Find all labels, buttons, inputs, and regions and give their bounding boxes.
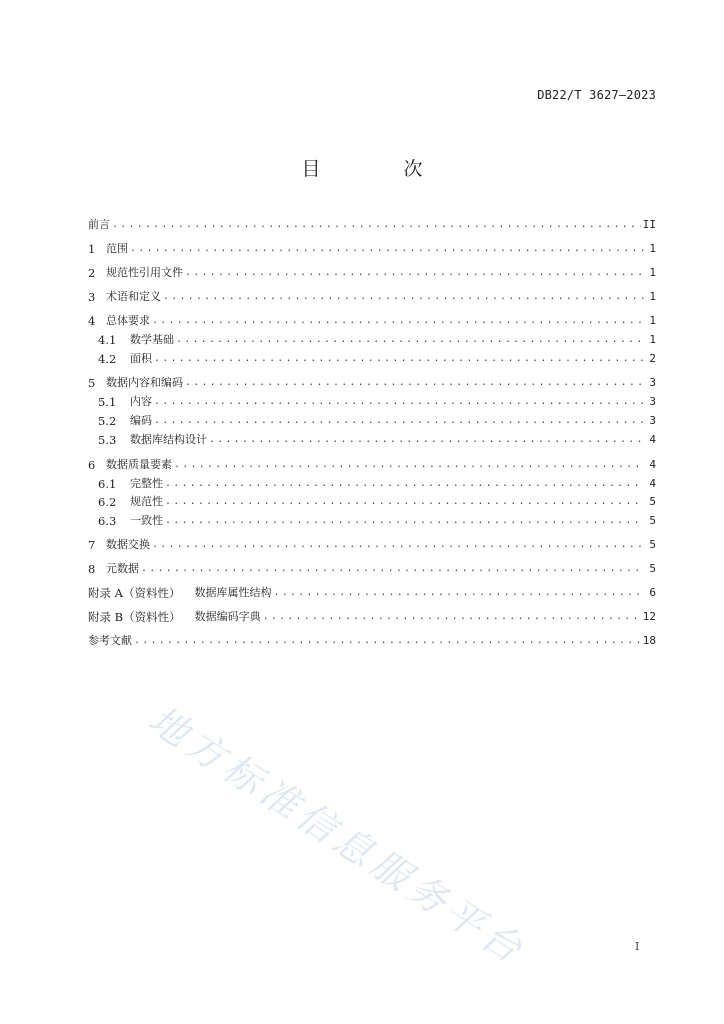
toc-entry-page: 1 [649, 314, 656, 327]
toc-subentry[interactable] [98, 393, 656, 411]
dot-leader [152, 312, 644, 330]
standard-code: DB22/T 3627—2023 [537, 88, 656, 102]
toc-entry-number: 8 [88, 562, 96, 576]
dot-leader [154, 412, 644, 430]
toc-entry-page: 4 [649, 477, 656, 490]
toc-entry-number: 4.1 [98, 333, 117, 347]
toc-entry-number: 2 [88, 266, 96, 280]
toc-subentry[interactable] [98, 475, 656, 493]
toc-entry-page: 4 [649, 433, 656, 446]
dot-leader [112, 216, 641, 234]
toc-entry-label: 元数据 [106, 562, 139, 575]
dot-leader [209, 431, 644, 449]
toc-entry[interactable] [88, 264, 656, 282]
toc-entry[interactable] [88, 312, 656, 330]
toc-entry-page: 4 [649, 458, 656, 471]
toc-entry-label: 规范性 [130, 495, 163, 508]
dot-leader [174, 456, 644, 474]
toc-subentry[interactable] [98, 350, 656, 368]
toc-entry-page: 5 [649, 538, 656, 551]
dot-leader [134, 632, 641, 650]
toc-entry-number: 6.2 [98, 495, 117, 509]
toc-entry-label: 面积 [130, 352, 152, 365]
toc-entry-label: 一致性 [130, 514, 163, 527]
toc-entry-page: 18 [642, 634, 656, 647]
toc-entry-label: 数据内容和编码 [106, 376, 183, 389]
watermark: 地方标准信息服务平台 [141, 697, 535, 975]
toc-entry-number: 5.3 [98, 433, 117, 447]
toc-entry-page: II [642, 218, 656, 231]
toc-entry-number: 4.2 [98, 352, 117, 366]
appendix-designation: 附录 A（资料性） [88, 586, 181, 600]
toc-appendix-entry[interactable] [88, 584, 656, 602]
toc-entry-number: 7 [88, 538, 96, 552]
toc-entry-label: 术语和定义 [106, 290, 161, 303]
toc-entry-label: 数据交换 [106, 538, 150, 551]
dot-leader [263, 608, 641, 626]
toc-entry-number: 5.2 [98, 414, 117, 428]
toc-entry-label: 规范性引用文件 [106, 266, 183, 279]
dot-leader [154, 393, 644, 411]
dot-leader [163, 288, 644, 306]
toc-entry-page: 3 [649, 414, 656, 427]
toc-entry[interactable] [88, 456, 656, 474]
toc-entry-label: 数据编码字典 [194, 610, 261, 623]
toc-title: 目 次 [301, 158, 455, 180]
toc-entry[interactable] [88, 560, 656, 578]
toc-entry-label: 参考文献 [88, 634, 132, 647]
toc-subentry[interactable] [98, 512, 656, 530]
toc-entry[interactable] [88, 374, 656, 392]
toc-entry-page: 1 [649, 242, 656, 255]
toc-entry-label: 数据库结构设计 [130, 433, 207, 446]
toc-entry-label: 范围 [106, 242, 128, 255]
toc-entry-page: 12 [642, 610, 656, 623]
toc-entry-page: 5 [649, 514, 656, 527]
toc-entry[interactable] [88, 288, 656, 306]
toc-entry[interactable] [88, 240, 656, 258]
toc-entry-number: 5.1 [98, 395, 117, 409]
dot-leader [141, 560, 644, 578]
toc-entry-number: 5 [88, 376, 96, 390]
toc-appendix-entry[interactable] [88, 608, 656, 626]
toc-entry-label: 内容 [130, 395, 152, 408]
toc-entry[interactable] [88, 632, 656, 650]
toc-entry-page: 5 [649, 495, 656, 508]
toc-entry-number: 3 [88, 290, 96, 304]
toc-entry-page: 2 [649, 352, 656, 365]
toc-entry-page: 3 [649, 376, 656, 389]
toc-entry-label: 总体要求 [106, 314, 150, 327]
dot-leader [185, 374, 644, 392]
dot-leader [165, 512, 644, 530]
dot-leader [185, 264, 644, 282]
toc-entry-number: 4 [88, 314, 96, 328]
toc-subentry[interactable] [98, 331, 656, 349]
toc-entry-page: 1 [649, 333, 656, 346]
toc-entry-page: 1 [649, 290, 656, 303]
toc-entry-number: 1 [88, 242, 96, 256]
toc-subentry[interactable] [98, 412, 656, 430]
toc-entry-page: 1 [649, 266, 656, 279]
toc-entry-page: 3 [649, 395, 656, 408]
toc-entry-page: 6 [649, 586, 656, 599]
toc-subentry[interactable] [98, 493, 656, 511]
dot-leader [273, 584, 644, 602]
toc-entry[interactable] [88, 536, 656, 554]
toc-entry-number: 6.1 [98, 477, 117, 491]
dot-leader [152, 536, 644, 554]
dot-leader [154, 350, 644, 368]
page-number: I [635, 940, 640, 953]
toc-subentry[interactable] [98, 431, 656, 449]
dot-leader [165, 493, 644, 511]
toc-entry[interactable] [88, 216, 656, 234]
dot-leader [130, 240, 644, 258]
toc-entry-label: 编码 [130, 414, 152, 427]
dot-leader [176, 331, 644, 349]
toc-entry-label: 数据库属性结构 [194, 586, 272, 599]
toc-entry-label: 前言 [88, 218, 110, 231]
toc-entry-label: 数学基础 [130, 333, 174, 346]
appendix-designation: 附录 B（资料性） [88, 610, 181, 624]
dot-leader [165, 475, 644, 493]
toc-entry-label: 数据质量要素 [106, 458, 172, 471]
toc-entry-label: 完整性 [130, 477, 163, 490]
toc-entry-number: 6 [88, 458, 96, 472]
toc-entry-number: 6.3 [98, 514, 117, 528]
toc-entry-page: 5 [649, 562, 656, 575]
